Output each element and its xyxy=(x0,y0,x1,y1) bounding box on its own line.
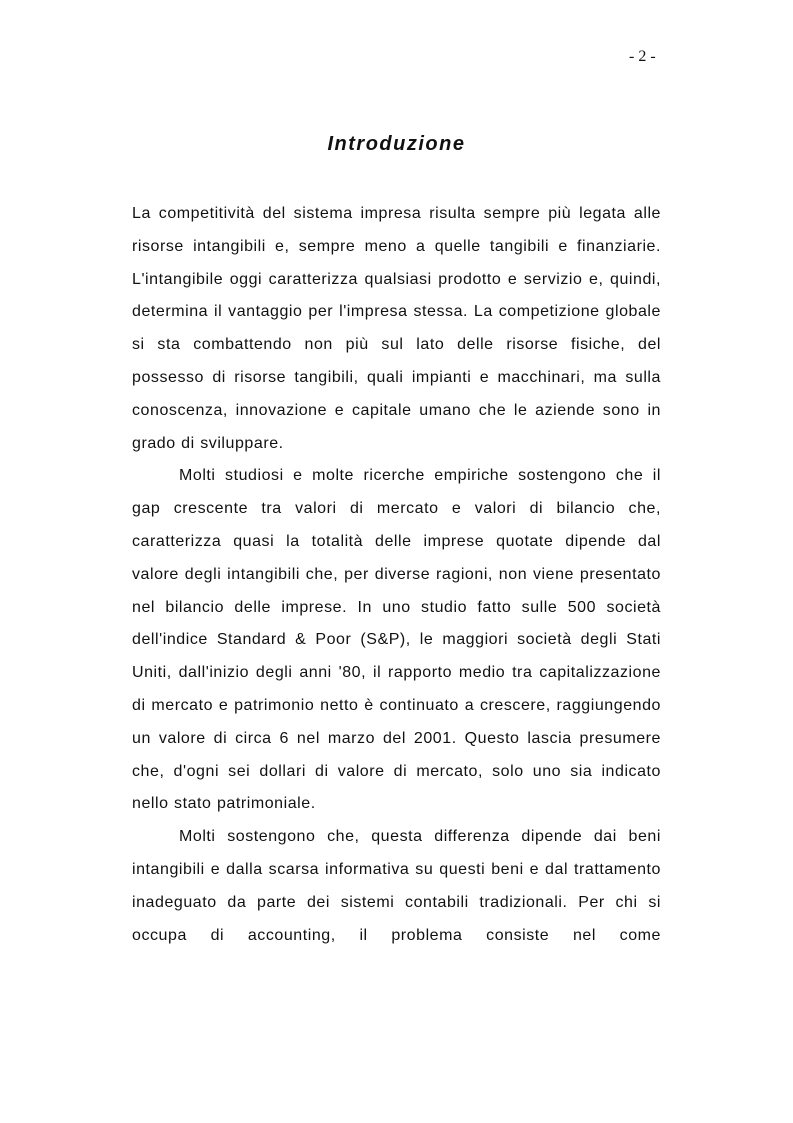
paragraph-3: Molti sostengono che, questa differenza dipende dai beni intangibili e dalla scarsa informativa su questi beni e dal trattamento inadeguato da parte dei sistemi contabili tradizionali. Per chi si occupa di accounting, il problema consiste nel come xyxy=(132,828,661,944)
paragraph-2: Molti studiosi e molte ricerche empiriche sostengono che il gap crescente tra valori di mercato e valori di bilancio che, caratterizza quasi la totalità delle imprese quotate dipende dal valore degli intangibili che, per diverse ragioni, non viene presentato nel bilancio delle imprese. In uno studio fatto sulle 500 società dell'indice Standard & Poor (S&P), le maggiori società degli Stati Uniti, dall'inizio degli anni '80, il rapporto medio tra capitalizzazione di mercato e patrimonio netto è continuato a crescere, raggiungendo un valore di circa 6 nel marzo del 2001. Questo lascia presumere che, d'ogni sei dollari di valore di mercato, solo uno sia indicato nello stato patrimoniale. xyxy=(132,467,661,813)
page-title: Introduzione xyxy=(327,133,466,155)
document-body xyxy=(132,198,661,952)
paragraph-1: La competitività del sistema impresa risulta sempre più legata alle risorse intangibili e, sempre meno a quelle tangibili e finanziarie. L'intangibile oggi caratterizza qualsiasi prodotto e servizio e, quindi, determina il vantaggio per l'impresa stessa. La competizione globale si sta combattendo non più sul lato delle risorse fisiche, del possesso di risorse tangibili, quali impianti e macchinari, ma sulla conoscenza, innovazione e capitale umano che le aziende sono in grado di sviluppare. xyxy=(132,205,661,452)
page-number: - 2 - xyxy=(629,48,656,65)
